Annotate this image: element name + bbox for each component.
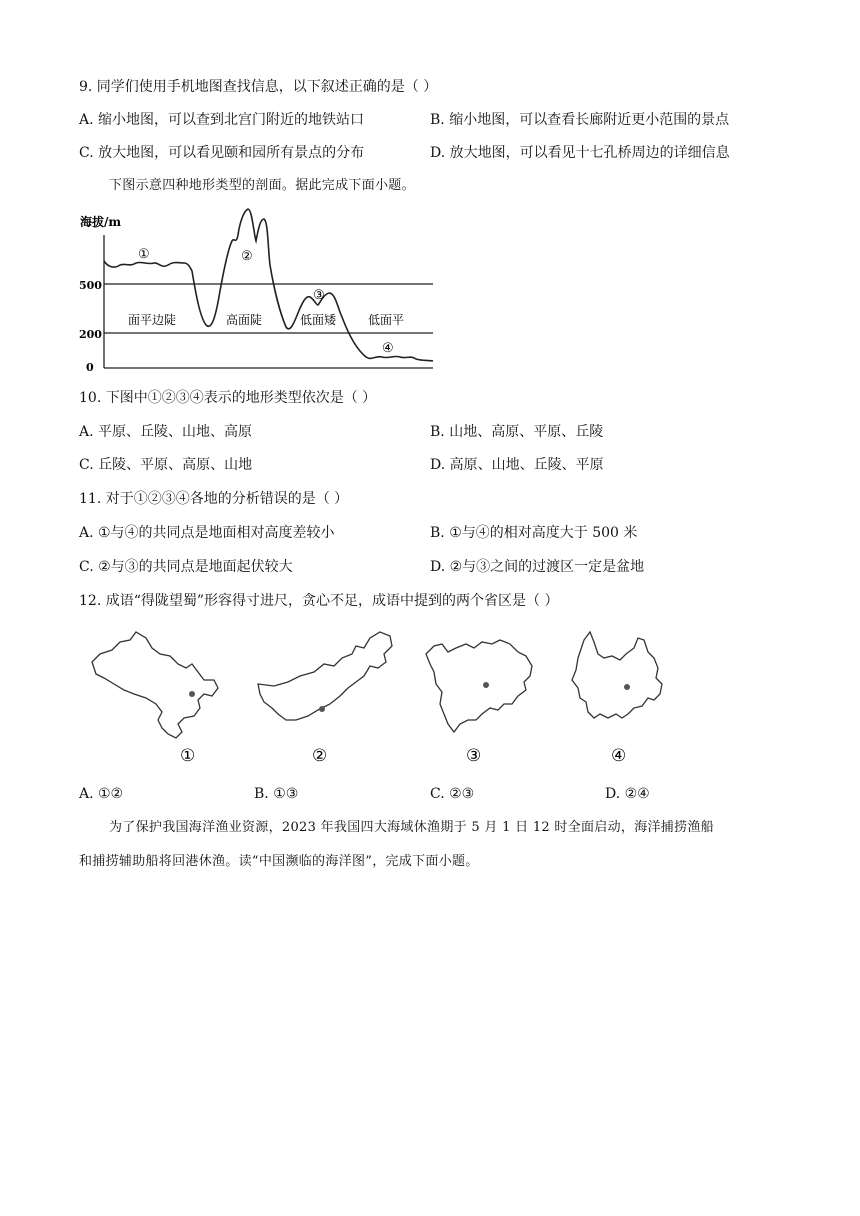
q12-option-a[interactable]: A. ①② (79, 786, 124, 802)
q11-option-d[interactable]: D. ②与③之间的过渡区一定是盆地 (430, 559, 645, 575)
province-outline-4 (572, 632, 662, 718)
map-label-1: ① (180, 746, 196, 766)
q12-option-c[interactable]: C. ②③ (430, 786, 475, 802)
capital-dot-2 (319, 706, 325, 712)
q10-option-c[interactable]: C. 丘陵、平原、高原、山地 (79, 457, 253, 473)
q9-stem: 9. 同学们使用手机地图查找信息，以下叙述正确的是（ ） (79, 79, 438, 95)
profile-zone-2: 高面陡 (226, 313, 263, 327)
capital-dot-1 (189, 691, 195, 697)
capital-dot-3 (483, 682, 489, 688)
q11-option-a[interactable]: A. ①与④的共同点是地面相对高度差较小 (79, 525, 335, 541)
q9-option-c[interactable]: C. 放大地图，可以看见颐和园所有景点的分布 (79, 145, 365, 161)
profile-zone-1: 面平边陡 (128, 313, 177, 327)
q10-option-d[interactable]: D. 高原、山地、丘陵、平原 (430, 457, 604, 473)
profile-marker-2: ② (241, 249, 253, 264)
q9-option-b[interactable]: B. 缩小地图，可以查看长廊附近更小范围的景点 (430, 112, 730, 128)
profile-marker-1: ① (138, 247, 150, 262)
intro-profile: 下图示意四种地形类型的剖面。据此完成下面小题。 (109, 178, 415, 193)
province-map-4[interactable] (564, 628, 714, 768)
map-label-4: ④ (611, 746, 627, 766)
province-outline-1 (92, 632, 218, 738)
province-map-2[interactable] (252, 628, 402, 768)
map-label-2: ② (312, 746, 328, 766)
province-outline-2 (258, 632, 392, 720)
profile-ylabel: 海拔/m (80, 215, 122, 229)
province-map-1[interactable] (86, 628, 236, 768)
profile-curve (104, 209, 433, 361)
province-outline-3 (426, 640, 532, 732)
province-map-3[interactable] (420, 628, 570, 768)
q12-stem: 12. 成语“得陇望蜀”形容得寸进尺，贪心不足，成语中提到的两个省区是（ ） (79, 593, 559, 609)
q9-option-a[interactable]: A. 缩小地图，可以查到北宫门附近的地铁站口 (79, 112, 365, 128)
profile-zone-3: 低面矮 (300, 313, 337, 327)
q10-option-a[interactable]: A. 平原、丘陵、山地、高原 (79, 424, 253, 440)
map-label-3: ③ (466, 746, 482, 766)
profile-tick-500: 500 (79, 279, 102, 292)
q9-option-d[interactable]: D. 放大地图，可以看见十七孔桥周边的详细信息 (430, 145, 730, 161)
profile-tick-0: 0 (86, 361, 94, 374)
terrain-profile-figure (76, 205, 440, 375)
intro-ocean-line2: 和捕捞辅助船将回港休渔。读“中国濒临的海洋图”，完成下面小题。 (79, 854, 479, 869)
capital-dot-4 (624, 684, 630, 690)
profile-tick-200: 200 (79, 328, 102, 341)
q11-option-b[interactable]: B. ①与④的相对高度大于 500 米 (430, 525, 638, 541)
profile-zone-4: 低面平 (368, 313, 405, 327)
q12-option-d[interactable]: D. ②④ (605, 786, 650, 802)
profile-marker-3: ③ (313, 288, 325, 303)
q12-option-b[interactable]: B. ①③ (254, 786, 299, 802)
q10-option-b[interactable]: B. 山地、高原、平原、丘陵 (430, 424, 604, 440)
q11-stem: 11. 对于①②③④各地的分析错误的是（ ） (79, 491, 349, 507)
q11-option-c[interactable]: C. ②与③的共同点是地面起伏较大 (79, 559, 293, 575)
q10-stem: 10. 下图中①②③④表示的地形类型依次是（ ） (79, 390, 377, 406)
intro-ocean-line1: 为了保护我国海洋渔业资源，2023 年我国四大海域休渔期于 5 月 1 日 12 时全面启动，海洋捕捞渔船 (109, 820, 714, 835)
profile-marker-4: ④ (382, 341, 394, 356)
